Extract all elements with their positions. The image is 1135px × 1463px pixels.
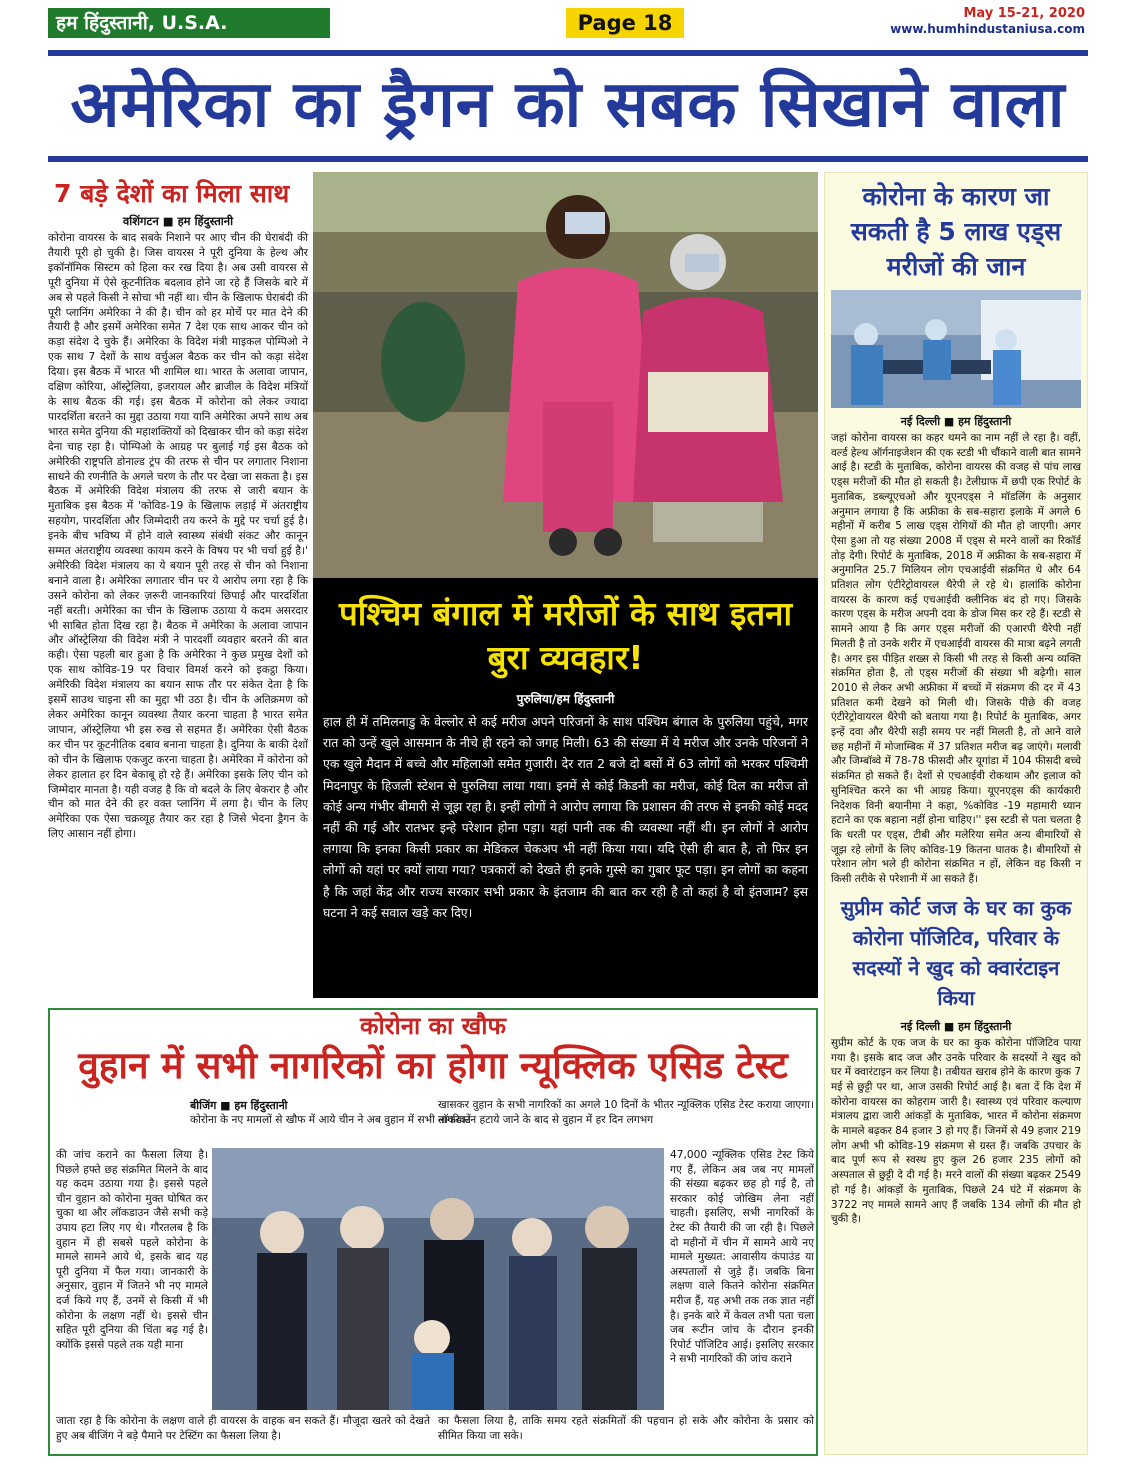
issue-date: May 15-21, 2020 [963,6,1085,21]
wuhan-col-1-body: की जांच कराने का फैसला लिया है। पिछले हफ्ते छह संक्रमित मिलने के बाद यह कदम उठाया गया है। इससे पहले चीन वुहान को कोरोना मुक्त घोषित कर चुका था और लॉकडाउन जैसे सभी कड़े उपाय हटा लिए गए थे। गौरतलब है कि वुहान में ही सबसे पहले कोरोना के मामले सामने आये थे, इसके बाद यह पूरी दुनिया में फैल गया। जानकारी के अनुसार, वुहान में जितने भी नए मामले दर्ज किये गए हैं, उनमें से किसी में भी कोरोना के लक्षण नहीं थे। इससे चीन सहित पूरी दुनिया की चिंता बढ़ गई है। क्योंकि इससे पहले तक यही माना [56,1149,208,1351]
wuhan-col-2-body: 47,000 न्यूक्लिक एसिड टेस्ट किये गए हैं, लेकिन अब जब नए मामलों की संख्या बढ़कर छह हो गई है, तो सरकार कोई जोखिम लेना नहीं चाहती। इसलिए, सभी नागरिकों के टेस्ट की तैयारी की जा रही है। पिछले दो महीनों में चीन में सामने आये नए मामले मुख्यत: आवासीय कंपाउंड या अस्पतालों से जुड़े हैं। जबकि बिना लक्षण वाले कितने कोरोना संक्रमित मरीज हैं, यह अभी तक तक ज्ञात नहीं है। इनके बारे में केवल तभी पता चला जब रूटीन जांच के दौरान इनकी रिपोर्ट पॉजिटिव आई। इसलिए सरकार ने सभी नागरिकों की जांच कराने [670,1149,814,1366]
wuhan-byline: बीजिंग ■ हम हिंदुस्तानी [190,1099,288,1112]
ambulance-photo [831,290,1081,408]
temperature-check-image [212,1148,664,1410]
left-story-byline: वशिंगटन ■ हम हिंदुस्तानी [122,214,234,228]
wuhan-bottom-left [56,1414,430,1443]
women-sitting-image [313,172,818,578]
left-story-title: 7 बड़े देशों का मिला साथ [54,179,290,208]
main-headline-banner [48,50,1088,162]
wuhan-top-right-body: खासकर वुहान के सभी नागरिकों का अगले 10 दिनों के भीतर न्यूक्लिक एसिड टेस्ट कराया जाएगा। लॉकडाउन हटाये जाने के बाद से वुहान में हर दिन लगभग [438,1099,814,1126]
wuhan-top-right-text [438,1098,814,1127]
health-workers-image [831,290,1081,408]
main-headline: अमेरिका का ड्रैगन को सबक सिखाने वाला [70,68,1066,142]
wuhan-intro: कोरोना के नए मामलों से खौफ में आये चीन ने अब वुहान में सभी नागरिकों [190,1114,471,1126]
left-story [48,172,308,1002]
publication-name: हम हिंदुस्तानी, U.S.A. [48,8,330,38]
wuhan-story [48,1008,818,1456]
wuhan-bottom-right [438,1414,814,1443]
aids-story-body: जहां कोरोना वायरस का कहर थमने का नाम नहीं ले रहा है। वहीं, वर्ल्ड हेल्थ ऑर्गनाइजेशन की एक स्टडी भी चौंकाने वाली बात सामने आई है। स्टडी के मुताबिक, कोरोना वायरस की वजह से पांच लाख एड्स मरीजों की मौत हो सकती है। टेलीग्राफ में छपी एक रिपोर्ट के मुताबिक, डब्ल्यूएचओ और यूएनएड्स ने मॉडलिंग के अनुसार अनुमान लगाया है कि अफ्रीका के सब-सहारा इलाके में अगले 6 महीनों में करीब 5 लाख एड्स रोगियों की मौत हो जाएगी। अगर ऐसा हुआ तो यह संख्या 2008 में एड्स से मरने वालों का रिकॉर्ड तोड़ देगी। रिपोर्ट के मुताबिक, 2018 में अफ्रीका के सब-सहारा में अनुमानित 25.7 मिलियन लोग एचआईवी संक्रमित थे और 64 प्रतिशत लोग एंटीरेट्रोवायरल थैरेपी ले रहे थे। हालांकि कोरोना वायरस के कारण कई एचआईवी क्लीनिक बंद हो गए। जिसके कारण एड्स के मरीज अपनी दवा के डोज मिस कर रहे हैं। स्टडी से सामने आया है कि अगर एड्स मरीजों की एआरपी थैरेपी नहीं मिलती है तो उनके शरीर में एचआईवी वायरस की मात्रा बढ़ने लगती है। अगर इस पीड़ित शख्स से किसी भी तरह से किसी अन्य व्यक्ति संक्रमित होता है, तो एड्स मरीजों की संख्या भी बढ़ेगी। साल 2010 से लेकर अभी अफ्रीका में बच्चों में संक्रमण की दर में 43 प्रतिशत कमी देखने को मिली थी। जिसके पीछे की वजह एंटीरेट्रोवायरल थैरेपी को बताया गया है। रिपोर्ट के मुताबिक, अगर इन्हें दवा और थैरेपी सही समय पर नहीं मिलती है, तो आने वाले छह महीनों में मोजाम्बिक में 37 प्रतिशत मरीज बढ़ जाएंगे। मलावी और जिम्बॉब्वे में 78-78 फीसदी और यूगांडा में 104 फीसदी बच्चे संक्रमित हो सकते हैं। देशों से एचआईवी रोकथाम और इलाज को सुनिश्चित करने का भी आग्रह किया। यूएनएड्स की कार्यकारी निदेशक विनी बयानीमा ने कहा, %कोविड -19 महामारी ध्यान हटाने का एक बहाना नहीं होना चाहिए।'' इस स्टडी से पता चलता है कि धरती पर एड्स, टीबी और मलेरिया समेत अन्य बीमारियों से जूझ रहे लोगों के लिए कोविड-19 कितना घातक है। बीमारियों से परेशान लोग भले ही कोरोना संक्रमित न हों, लेकिन वह किसी न किसी तरीके से परेशानी में आ सकते हैं। [831,432,1081,886]
website-link[interactable]: www.humhindustaniusa.com [890,22,1085,36]
wuhan-col-2 [670,1148,814,1367]
aids-story-byline: नई दिल्ली ■ हम हिंदुस्तानी [900,415,1012,428]
wuhan-bottom-left-body: जाता रहा है कि कोरोना के लक्षण वाले ही वायरस के वाहक बन सकते हैं। मौजूदा खतरे को देखते हुए अब बीजिंग ने बड़े पैमाने पर टेस्टिंग का फैसला लिया है। [56,1415,430,1442]
wuhan-kicker: कोरोना का खौफ [360,1012,506,1040]
left-story-body: कोरोना वायरस के बाद सबके निशाने पर आए चीन की घेराबंदी की तैयारी पूरी हो चुकी है। जिस वायरस ने पूरी दुनिया के हेल्थ और इकॉनॉमिक सिस्टम को हिला कर रख दिया है। अब उसी वायरस से पूरी दुनिया में ऐसे कूटनीतिक बदलाव होने जा रहे हैं जिसके बारे में अब से पहले किसी ने सोचा भी नहीं था। चीन के खिलाफ घेराबंदी की पूरी प्लानिंग अमेरिका ने की है। चीन को हर मोर्चे पर मात देने की तैयारी है और इसमें अमेरिका समेत 7 देश एक साथ आकर चीन को कड़ा संदेश दे चुके हैं। अमेरिका के विदेश मंत्री माइकल पोम्पिओ ने एक साथ 7 देशों के साथ वर्चुअल बैठक कर चीन को कड़ा संदेश दिया। इस बैठक में भारत भी शामिल था। भारत के अलावा जापान, दक्षिण कोरिया, ऑस्ट्रेलिया, इजरायल और ब्राजील के विदेश मंत्रियों के साथ बैठक की गई। इस बैठक में कोरोना को लेकर ज्यादा पारदर्शिता बरतने का मुद्दा उठाया गया यानि अमेरिका अपने साथ अब भारत समेत दुनिया की महाशक्तियों को दिखाकर चीन को कड़ा संदेश देना चाह रहा है। पोम्पिओ के आग्रह पर बुलाई गई इस बैठक को अमेरिकी राष्ट्रपति डोनाल्ड ट्रंप की तरफ से चीन पर लगातार निशाना साधने की रणनीति के अगले चरण के तौर पर देखा जा सकता है। इस बैठक में अमेरिकी विदेश मंत्रालय की तरफ से जारी बयान के मुताबिक इस बैठक में 'कोविड-19 के खिलाफ लड़ाई में अंतराष्ट्रीय सहयोग, पारदर्शिता और जिम्मेदारी तय करने के मुद्दे पर चर्चा हुई है। इनके बीच भविष्य में होने वाले स्वास्थ्य संबंधी संकट और कानून सम्मत अंतराष्ट्रीय व्यवस्था कायम करने के विषय पर भी चर्चा हुई है।' अमेरिकी विदेश मंत्रालय का ये बयान पूरी तरह से चीन को निशाना बनाने वाला है। अमेरिका लगातार चीन पर ये आरोप लगा रहा है कि उसने कोरोना को लेकर ज़रूरी जानकारियां छिपाई और पारदर्शिता नहीं बरती। अमेरिका का चीन के खिलाफ उठाया ये कदम असरदार भी साबित होता दिख रहा है। बैठक में अमेरिका के अलावा जापान और ऑस्ट्रेलिया की विदेश मंत्री ने पारदर्शी व्यवहार बरतने की बात कही। ऐसा पहली बार हुआ है कि अमेरिका ने कुछ प्रमुख देशों को एक साथ कोविड-19 पर विचार विमर्श करने को इकट्ठा किया। अमेरिकी विदेश मंत्रालय का बयान साफ तौर पर संकेत देता है कि इसमें साउथ चाइना सी का मुद्दा भी उठा है। चीन के अतिक्रमण को लेकर अमेरिका कानून व्यवस्था तैयार करना चाहता है भारत समेत जापान, ऑस्ट्रेलिया भी इस रुख से सहमत हैं। अमेरिका ऐसी बैठक कर चीन पर कूटनीतिक दबाव बनाना चाहता है। दुनिया के बाकी देशों को चीन के खिलाफ एकजुट करना चाहता है। अमेरिका में कोरोना को लेकर हालात हर दिन बेकाबू हो रहे हैं। अमेरिका इसके लिए चीन को जिम्मेदार मानता है। यही वजह है कि वो बदले के लिए बेकरार है और चीन को मात देने की हर वक्त प्लानिंग में लगा है। चीन के लिए अमेरिका एक ऐसा चक्रव्यूह तैयार कर रहा है जिसे भेदना ड्रैगन के लिए आसान नहीं होगा। [48,232,308,841]
aids-story-title: कोरोना के कारण जा सकती है 5 लाख एड्स मरीजों की जान [850,182,1062,281]
judge-cook-story-body: सुप्रीम कोर्ट के एक जज के घर का कुक कोरोना पॉजिटिव पाया गया है। इसके बाद जज और उनके परिवार के सदस्यों ने खुद को घर में क्वारंटाइन कर लिया है। तबीयत खराब होने के कारण कुक 7 मई से छुट्टी पर था, आज उसकी रिपोर्ट आई है। बता दें कि देश में कोरोना वायरस का कोहराम जारी है। स्वास्थ्य एवं परिवार कल्याण मंत्रालय द्वारा जारी आंकड़ों के मुताबिक, भारत में कोरोना संक्रमण के मामले बढ़कर 84 हजार 3 हो गए हैं। जिनमें से 49 हजार 219 लोग अभी भी कोविड-19 संक्रमण से ग्रस्त हैं। जबकि उपचार के बाद पूर्ण रूप से स्वस्थ हुए कुल 26 हजार 235 लोगों को अस्पताल से छुट्टी दे दी गई है। मरने वालों की संख्या बढ़कर 2549 हो गई है। आंकड़ों के मुताबिक, पिछले 24 घंटे में संक्रमण के 3722 नए मामले सामने आए हैं जबकि 134 लोगों की मौत हो चुकी है। [831,1036,1081,1226]
judge-cook-story-title: सुप्रीम कोर्ट जज के घर का कुक कोरोना पॉजिटिव, परिवार के सदस्यों ने खुद को क्वारंटाइन किया [840,895,1072,1010]
wuhan-bottom-right-body: का फैसला लिया है, ताकि समय रहते संक्रमितों की पहचान हो सके और कोरोना के प्रसार को सीमित किया जा सके। [438,1415,814,1442]
wuhan-photo [212,1148,664,1410]
west-bengal-byline: पुरुलिया/हम हिंदुस्तानी [516,692,615,706]
west-bengal-body: हाल ही में तमिलनाडु के वेल्लोर से कई मरीज अपने परिजनों के साथ पश्चिम बंगाल के पुरुलिया पहुंचे, मगर रात को उन्हें खुले आसमान के नीचे ही रहने को जगह मिली। 63 की संख्या में ये मरीज और उनके परिजनों ने एक खुले मैदान में बच्चे और महिलाओ समेत गुजारी। देर रात 2 बजे दो बसों में 63 लोगों को भरकर पश्चिमी मिदनापुर के हिजली स्टेशन से पुरुलिया लाया गया। इनमें से कोई किडनी का मरीज, कोई दिल का मरीज तो कोई अन्य गंभीर बीमारी से जूझ रहा है। इन्हीं लोगों ने आरोप लगाया कि प्रशासन की तरफ से इनकी कोई मदद नहीं की गई और रातभर इन्हे परेशान होना पड़ा। यहां पानी तक की व्यवस्था नहीं थी। इन लोगों ने आरोप लगाया कि इनका किसी प्रकार का मेडिकल चेकअप भी नहीं किया गया। यदि ऐसी ही बात है, तो फिर इन लोगों को यहां पर क्यों लाया गया? पत्रकारों को देखते ही इनके गुस्से का गुबार फूट पड़ा। इन लोगों का कहना है कि जहां केंद्र और राज्य सरकार सभी प्रकार के इंतजाम की बात कर रही है तो कहां है वो इंतजाम? इस घटना ने कई सवाल खड़े कर दिए। [323,714,808,920]
main-photo [313,172,818,578]
west-bengal-title: पश्चिम बंगाल में मरीजों के साथ इतना बुरा व्यवहार! [339,594,792,677]
wuhan-title: वुहान में सभी नागरिकों का होगा न्यूक्लिक एसिड टेस्ट [78,1044,788,1087]
right-column [824,172,1088,1455]
west-bengal-story [313,578,818,998]
judge-cook-story-byline: नई दिल्ली ■ हम हिंदुस्तानी [900,1019,1012,1033]
wuhan-col-1 [56,1148,208,1352]
page-number: Page 18 [566,8,684,38]
